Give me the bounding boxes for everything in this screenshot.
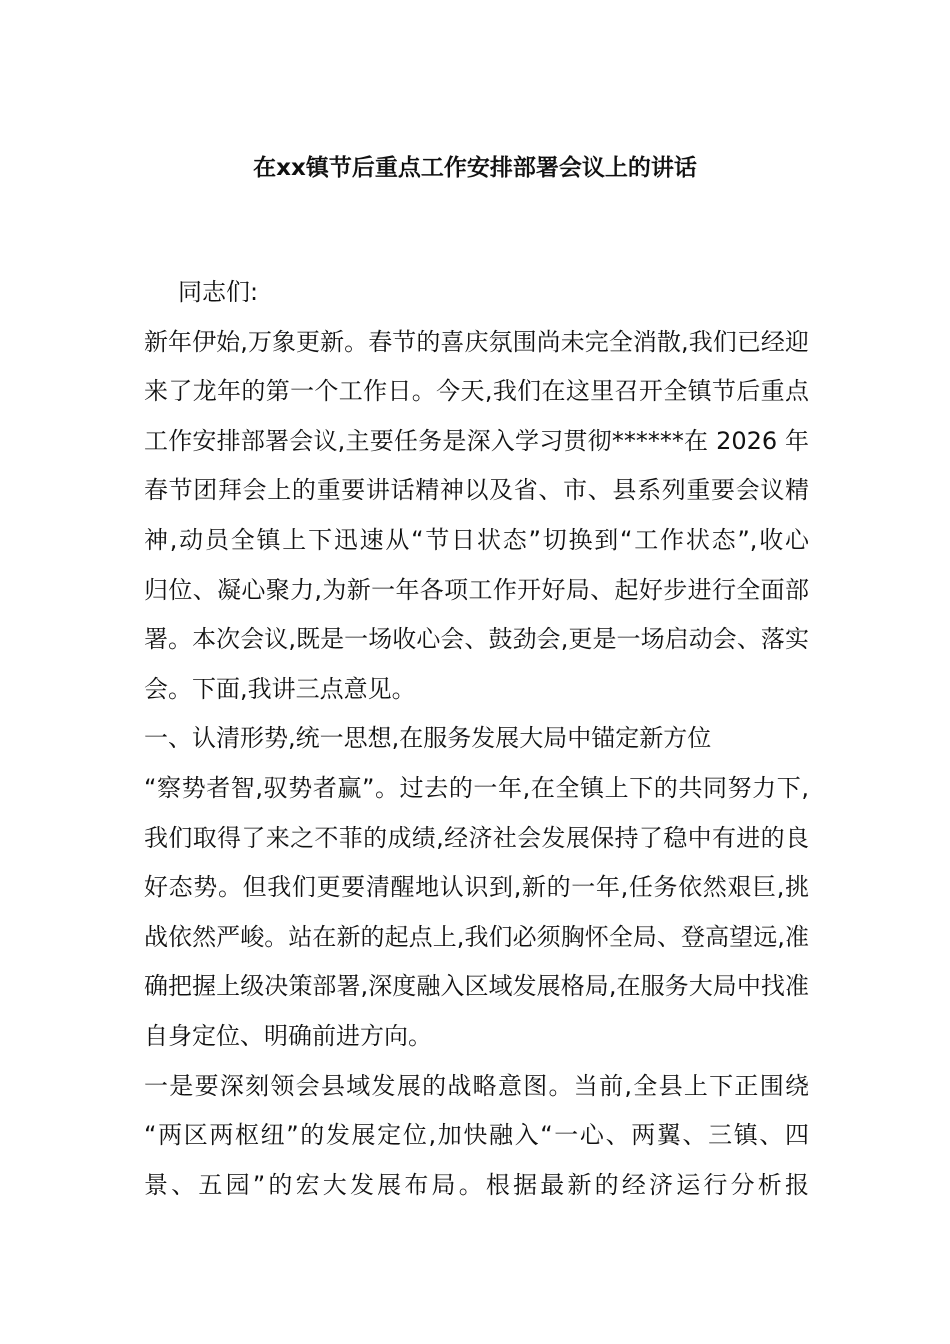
- paragraph-line: “两区两枢纽”的发展定位,加快融入“一心、两翼、三镇、四: [144, 1121, 809, 1150]
- paragraph-line: 署。本次会议,既是一场收心会、鼓劲会,更是一场启动会、落实: [144, 625, 809, 654]
- document-title: 在xx镇节后重点工作安排部署会议上的讲话: [253, 155, 697, 181]
- section-heading: 一、认清形势,统一思想,在服务发展大局中锚定新方位: [144, 724, 712, 753]
- paragraph-line: 神,动员全镇上下迅速从“节日状态”切换到“工作状态”,收心: [144, 525, 809, 554]
- paragraph-line: 自身定位、明确前进方向。: [144, 1021, 432, 1050]
- paragraph-line: 一是要深刻领会县域发展的战略意图。当前,全县上下正围绕: [144, 1071, 809, 1100]
- paragraph-line: 归位、凝心聚力,为新一年各项工作开好局、起好步进行全面部: [144, 575, 809, 604]
- paragraph-line: 工作安排部署会议,主要任务是深入学习贯彻******在 2026 年: [144, 426, 809, 455]
- document-body: [144, 268, 809, 1210]
- paragraph-line: 来了龙年的第一个工作日。今天,我们在这里召开全镇节后重点: [144, 377, 809, 406]
- paragraph-line: 战依然严峻。站在新的起点上,我们必须胸怀全局、登高望远,准: [144, 922, 809, 951]
- paragraph-line: “察势者智,驭势者赢”。过去的一年,在全镇上下的共同努力下,: [144, 773, 809, 802]
- paragraph-line: 确把握上级决策部署,深度融入区域发展格局,在服务大局中找准: [144, 972, 809, 1001]
- salutation: 同志们:: [178, 278, 259, 306]
- paragraph-line: 好态势。但我们更要清醒地认识到,新的一年,任务依然艰巨,挑: [144, 873, 809, 902]
- paragraph-line: 我们取得了来之不菲的成绩,经济社会发展保持了稳中有进的良: [144, 823, 809, 852]
- paragraph-line: 新年伊始,万象更新。春节的喜庆氛围尚未完全消散,我们已经迎: [144, 327, 809, 356]
- paragraph-line: 景、五园”的宏大发展布局。根据最新的经济运行分析报: [144, 1170, 809, 1199]
- paragraph-line: 春节团拜会上的重要讲话精神以及省、市、县系列重要会议精: [144, 476, 809, 505]
- paragraph-line: 会。下面,我讲三点意见。: [144, 674, 416, 703]
